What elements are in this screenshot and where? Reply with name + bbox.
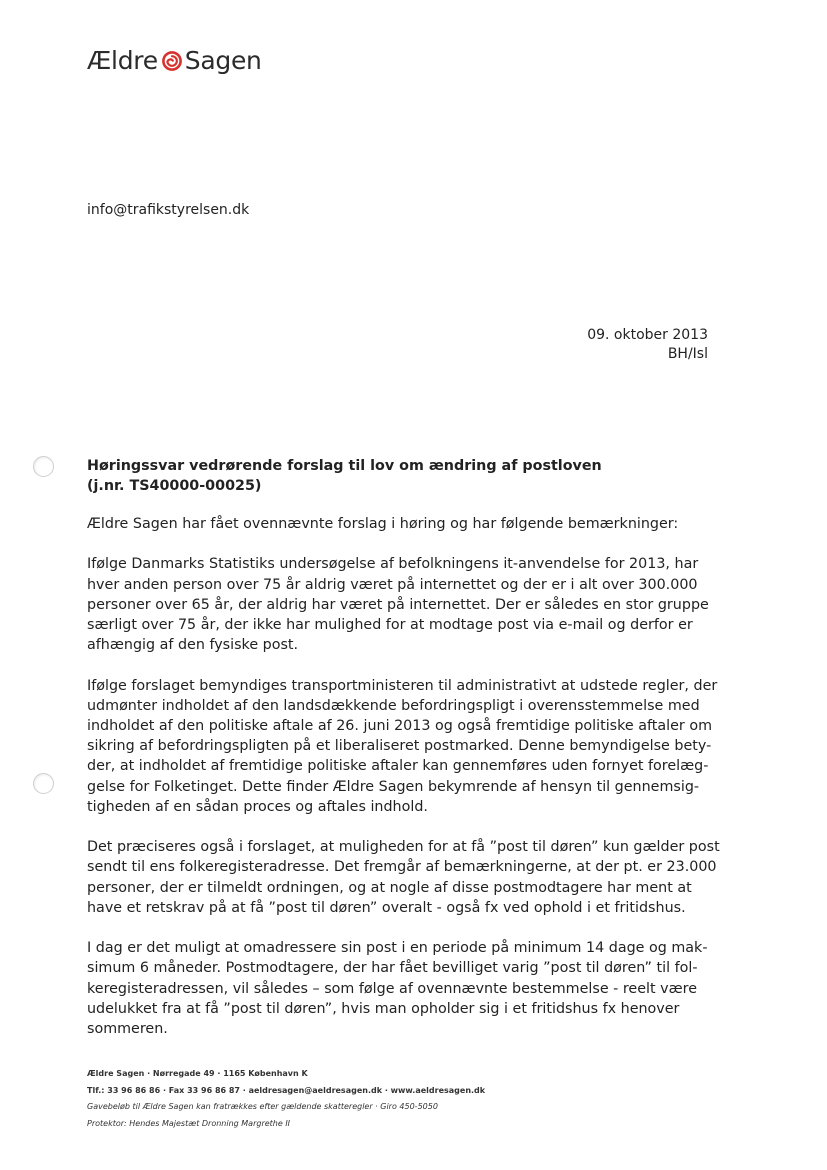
paragraph-authorization xyxy=(87,676,727,817)
text-line: Ifølge Danmarks Statistiks undersøgelse af befolkningens it-anvendelse for 2013, har xyxy=(87,556,699,573)
reference-initials: BH/Isl xyxy=(667,346,708,362)
text-line: have et retskrav på at få ”post til døren” overalt - også fx ved ophold i et fritidshus. xyxy=(87,899,686,916)
aeldre-sagen-logo xyxy=(87,48,262,73)
paragraph-statistics xyxy=(87,554,727,655)
text-line: hver anden person over 75 år aldrig været på internettet og der er i alt over 300.000 xyxy=(87,576,698,593)
date-block xyxy=(587,326,708,364)
text-line: sendt til ens folkeregisteradresse. Det fremgår af bemærkningerne, at der pt. er 23.000 xyxy=(87,859,717,876)
letter-date: 09. oktober 2013 xyxy=(587,327,708,343)
title-line-1: Høringssvar vedrørende forslag til lov om ændring af postloven xyxy=(87,458,602,474)
text-line: Ifølge forslaget bemyndiges transportministeren til administrativt at udstede regler, der xyxy=(87,677,718,694)
text-line: personer over 65 år, der aldrig har været på internettet. Der er således en stor gruppe xyxy=(87,596,709,613)
text-line: sikring af befordringspligten på et liberaliseret postmarked. Denne bemyndigelse bety- xyxy=(87,738,712,755)
logo-word-aeldre: Ældre xyxy=(87,46,158,75)
text-line: tigheden af en sådan proces og aftales indhold. xyxy=(87,798,428,815)
punch-hole-bottom xyxy=(33,773,54,794)
paragraph-post-to-door xyxy=(87,837,727,918)
logo-word-sagen: Sagen xyxy=(184,46,262,75)
text-line: personer, der er tilmeldt ordningen, og at nogle af disse postmodtagere har ment at xyxy=(87,879,692,896)
text-line: Ældre Sagen har fået ovennævnte forslag i høring og har følgende bemærkninger: xyxy=(87,516,679,532)
footer-contact: Tlf.: 33 96 86 86 · Fax 33 96 86 87 · aeldresagen@aeldresagen.dk · www.aeldresagen.dk xyxy=(87,1085,486,1095)
footer-tax-note: Gavebeløb til Ældre Sagen kan fratrækkes efter gældende skatteregler · Giro 450-5050 xyxy=(87,1102,438,1111)
recipient-email: info@trafikstyrelsen.dk xyxy=(87,202,250,218)
text-line: afhængig af den fysiske post. xyxy=(87,637,299,654)
footer-protector: Protektor: Hendes Majestæt Dronning Margrethe II xyxy=(87,1118,291,1128)
letter-body xyxy=(87,514,727,1059)
text-line: I dag er det muligt at omadressere sin post i en periode på minimum 14 dage og mak- xyxy=(87,940,708,957)
letter-footer xyxy=(87,1066,727,1132)
text-line: udelukket fra at få ”post til døren”, hvis man opholder sig i et fritidshus fx henover xyxy=(87,1000,680,1017)
letter-title xyxy=(87,456,727,496)
text-line: indholdet af den politiske aftale af 26. juni 2013 og også fremtidige politiske aftaler om xyxy=(87,718,712,734)
footer-address: Ældre Sagen · Nørregade 49 · 1165 København K xyxy=(87,1069,308,1078)
text-line: udmønter indholdet af den landsdækkende befordringspligt i overensstemmelse med xyxy=(87,697,700,714)
paragraph-intro xyxy=(87,514,727,534)
paragraph-redirect xyxy=(87,938,727,1039)
text-line: der, at indholdet af fremtidige politiske aftaler kan gennemføres uden fornyet forelæg- xyxy=(87,758,709,775)
punch-hole-top xyxy=(33,456,54,477)
text-line: simum 6 måneder. Postmodtagere, der har fået bevilliget varig ”post til døren” til fol- xyxy=(87,960,698,977)
spiral-logo-icon xyxy=(162,51,182,71)
text-line: særligt over 75 år, der ikke har mulighed for at modtage post via e-mail og derfor er xyxy=(87,617,693,633)
text-line: gelse for Folketinget. Dette finder Ældre Sagen bekymrende af hensyn til gennemsig- xyxy=(87,778,700,795)
text-line: sommeren. xyxy=(87,1021,168,1038)
title-line-2: (j.nr. TS40000-00025) xyxy=(87,478,262,494)
text-line: Det præciseres også i forslaget, at muligheden for at få ”post til døren” kun gælder post xyxy=(87,839,720,856)
text-line: keregisteradressen, vil således – som følge af ovennævnte bestemmelse - reelt være xyxy=(87,980,698,997)
